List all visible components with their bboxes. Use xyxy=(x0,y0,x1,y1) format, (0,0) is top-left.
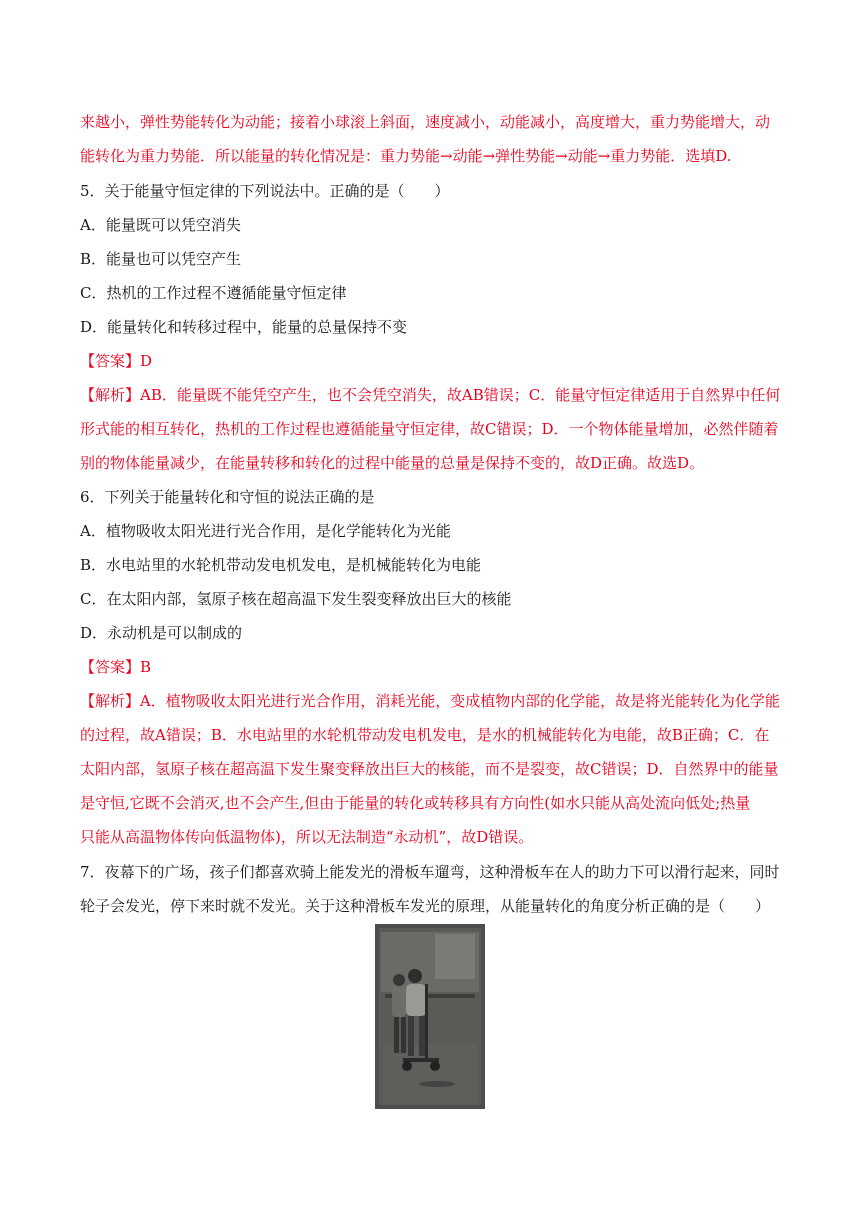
question-6-option-d: D．永动机是可以制成的 xyxy=(80,624,243,642)
question-6-option-a: A．植物吸收太阳光进行光合作用，是化学能转化为光能 xyxy=(80,522,451,540)
explanation-line: 来越小，弹性势能转化为动能；接着小球滚上斜面，速度减小，动能减小，高度增大，重力势能增大，动 xyxy=(80,113,771,131)
question-5-explanation: 【解析】AB．能量既不能凭空产生，也不会凭空消失，故AB错误；C．能量守恒定律适用于自然界中任何 xyxy=(80,386,781,404)
question-6-explanation: 只能从高温物体传向低温物体)，所以无法制造“永动机”，故D错误。 xyxy=(80,828,534,846)
question-7-stem: 7．夜幕下的广场，孩子们都喜欢骑上能发光的滑板车遛弯，这种滑板车在人的助力下可以滑行起来，同时 xyxy=(80,863,780,881)
question-6-stem: 6．下列关于能量转化和守恒的说法正确的是 xyxy=(80,488,375,506)
question-6-explanation: 是守恒,它既不会消灭,也不会产生,但由于能量的转化或转移具有方向性(如水只能从高处流向低处;热量 xyxy=(80,794,751,812)
question-6-option-c: C．在太阳内部，氢原子核在超高温下发生裂变释放出巨大的核能 xyxy=(80,590,512,608)
question-5-option-d: D．能量转化和转移过程中，能量的总量保持不变 xyxy=(80,318,408,336)
question-5-option-a: A．能量既可以凭空消失 xyxy=(80,216,241,234)
question-5-explanation: 别的物体能量减少，在能量转移和转化的过程中能量的总量是保持不变的，故D正确。故选D。 xyxy=(80,454,705,472)
scooter-photo-illustration xyxy=(375,924,485,1109)
question-5-answer: 【答案】D xyxy=(80,352,153,370)
question-6-explanation: 的过程，故A错误；B．水电站里的水轮机带动发电机发电，是水的机械能转化为电能，故B正确；C．在 xyxy=(80,726,770,744)
question-7-stem: 轮子会发光，停下来时就不发光。关于这种滑板车发光的原理，从能量转化的角度分析正确的是（ ） xyxy=(80,897,771,915)
question-5-option-b: B．能量也可以凭空产生 xyxy=(80,250,242,268)
scooter-photo xyxy=(375,924,485,1109)
question-5-option-c: C．热机的工作过程不遵循能量守恒定律 xyxy=(80,284,347,302)
question-5-stem: 5．关于能量守恒定律的下列说法中。正确的是（ ） xyxy=(80,182,450,200)
question-6-option-b: B．水电站里的水轮机带动发电机发电，是机械能转化为电能 xyxy=(80,556,482,574)
question-6-explanation: 【解析】A．植物吸收太阳光进行光合作用，消耗光能，变成植物内部的化学能，故是将光能转化为化学能 xyxy=(80,692,780,710)
question-6-answer: 【答案】B xyxy=(80,658,152,676)
question-5-explanation: 形式能的相互转化，热机的工作过程也遵循能量守恒定律，故C错误；D．一个物体能量增加，必然伴随着 xyxy=(80,420,779,438)
explanation-line: 能转化为重力势能．所以能量的转化情况是：重力势能→动能→弹性势能→动能→重力势能．选填D. xyxy=(80,147,732,165)
question-6-explanation: 太阳内部，氢原子核在超高温下发生聚变释放出巨大的核能，而不是裂变，故C错误；D．自然界中的能量 xyxy=(80,760,779,778)
